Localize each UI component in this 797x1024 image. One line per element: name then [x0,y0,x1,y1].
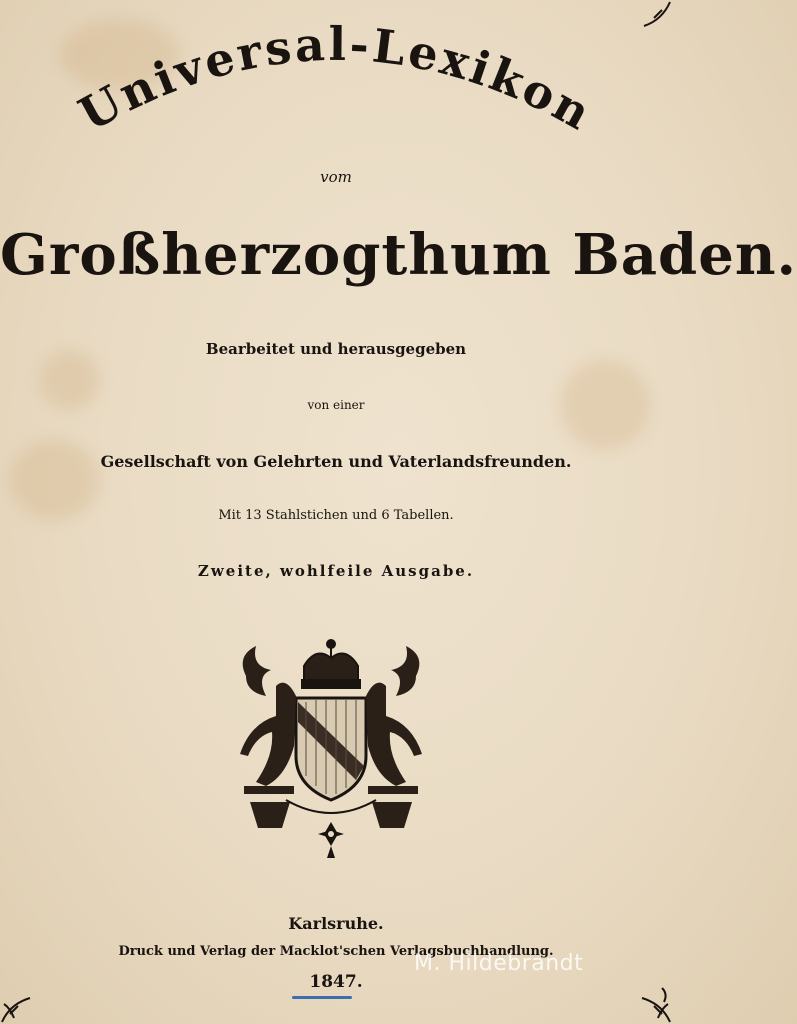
year-line: 1847. [309,972,363,992]
corner-ornament-icon [632,0,672,40]
corner-ornament-icon [0,984,40,1024]
watermark-text: M. Hildebrandt [414,951,584,976]
society-line: Gesellschaft von Gelehrten und Vaterlandsfreunden. [100,452,572,471]
arched-title [0,0,672,190]
svg-text:Universal-Lexikon [70,17,602,142]
vom-text: vom [320,168,352,186]
von-einer-line: von einer [307,398,365,412]
year-underline [292,996,352,999]
publisher-line: Druck und Verlag der Macklot'schen Verlagsbuchhandlung. [118,944,554,959]
illustrations-line: Mit 13 Stahlstichen und 6 Tabellen. [218,508,454,523]
title-text: Universal-Lexikon [70,16,602,142]
edited-line: Bearbeitet und herausgegeben [205,340,467,358]
edition-line: Zweite, wohlfeile Ausgabe. [197,562,475,580]
baden-coat-of-arms-icon [226,636,436,862]
main-title: Großherzogthum Baden. [0,222,797,288]
corner-ornament-icon [632,984,672,1024]
city-line: Karlsruhe. [288,914,384,933]
